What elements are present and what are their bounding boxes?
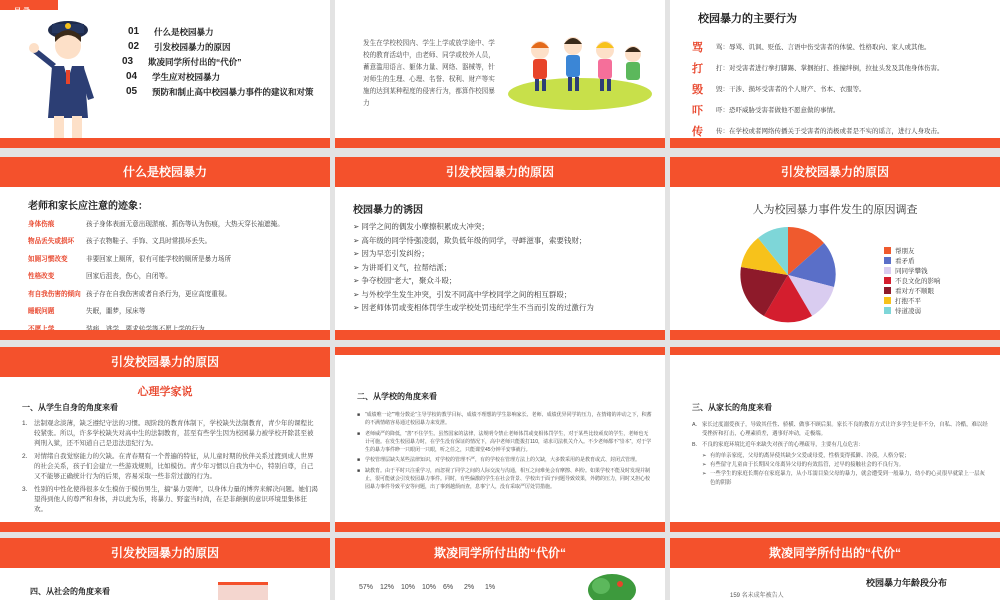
- toc-list: [118, 24, 314, 99]
- parents-sub: ➢ 一些学生的家庭长期存在家庭暴力，从小耳濡目染父母的暴力，就会遭受到一般暴力，幼小的心灵很早就蒙上一层灰色的阴影: [702, 471, 985, 486]
- legend-item: 帮朋友: [884, 245, 941, 255]
- bottom-bar: [0, 330, 330, 340]
- building-illustration: [218, 582, 268, 600]
- cost-percents: 57% 12% 10% 10% 6% 2% 1%: [359, 584, 496, 591]
- cause-item: ➢ 与外校学生发生冲突，引发不同高中学校同学之间的相互群殴；: [353, 289, 572, 299]
- bottom-bar: [670, 330, 1000, 340]
- slide-definition[interactable]: [335, 0, 665, 148]
- legend-item: 同同学攀钱: [884, 265, 941, 275]
- bottom-bar: [670, 522, 1000, 532]
- toc-item[interactable]: 01 什么是校园暴力: [128, 26, 214, 37]
- behavior-row: 骂 骂：辱骂、讥讽、贬低、言语中伤受害者的体貌、性格取向、家人或其他。: [692, 41, 931, 54]
- causes-list: [353, 220, 658, 315]
- survey-title: 人为校园暴力事件发生的原因调查: [752, 204, 918, 216]
- parents-sub: ➢ 有的单亲家庭，父母的离异使其缺少父爱或母爱，性格变得孤僻、冷漠，人格分裂；: [702, 453, 910, 459]
- pie-slices: [740, 227, 835, 322]
- sign-row: 身体伤痕 孩子身体表面无意出现淤痕、抓伤等认为伤痕，大热天穿长袖遮掩。: [28, 220, 284, 228]
- slide-causes[interactable]: [335, 157, 665, 340]
- behavior-row: 毁 毁：干涉、损坏受害者的个人财产、书本、衣服等。: [692, 83, 866, 96]
- psych-para: 2. 对情绪自我觉察能力的欠缺。在青春期有一个普遍的特征，从儿童时期的伙伴关系过渡到成人世界的社会关系，孩子们会建立一些游戏规则，比如模仿。青少年习惯以自我为中心，特别自尊，自己又不能够正确统计行为的后果，容易采取一些非常过激的行为。: [22, 453, 314, 480]
- slide-header: 引发校园暴力的原因: [335, 157, 665, 187]
- definition-text: 发生在学校校园内、学生上学或放学途中、学校的教育活动中，由老师、同学或校外人员，蓄意滥用语言、躯体力量、网络、器械等，针对师生的生理、心理、名誉、权利、财产等实施的达到某种程度的侵害行为，都算作校园暴力: [363, 40, 495, 107]
- top-bar: [670, 347, 1000, 355]
- legend-item: 打抱不平: [884, 295, 941, 305]
- psych-para: 3. 性别的中性化使得很多女生模仿于模仿男生，搞“暴力耍帅”，以身体力量的博弈来解决问题。她们渴望得到他人的尊严和身体，并以此为乐，将暴力、野蛮当时尚，在是非颠倒的意识环境里集体狂欢。: [22, 486, 318, 513]
- bottom-bar: [0, 522, 330, 532]
- slide-psychologist[interactable]: [0, 347, 330, 532]
- slide-survey[interactable]: [670, 157, 1000, 340]
- slide-header: 引发校园暴力的原因: [0, 538, 330, 568]
- survey-pie-chart: [730, 219, 850, 331]
- school-para: ■ 缺教育。由于平时只注重学习，而忽视了同学之间的人际交流与沟通，相互之间难免会有摩擦、纠纷。如果学校不能及时发现并制止，很可能就会引发校园暴力事件。同时，有些偏激的学生在社会背景、学校出于面子问题导致效果，外聘的压力，同时又担心校园暴力事件导致平安等问题，出了事到越烦而查，息事宁人，没有采取严厉处罚措施。: [357, 467, 651, 491]
- top-bar: [335, 347, 665, 355]
- toc-item[interactable]: 02 引发校园暴力的原因: [128, 41, 231, 52]
- slide-cost-2[interactable]: [670, 538, 1000, 600]
- slide-header: 引发校园暴力的原因: [0, 347, 330, 377]
- causes-title: 校园暴力的诱因: [353, 205, 423, 216]
- society-section: 四、从社会的角度来看: [30, 587, 110, 596]
- bottom-bar: [335, 522, 665, 532]
- slide-header: 欺凌同学所付出的“代价“: [335, 538, 665, 568]
- toc-item[interactable]: 03 欺凌同学所付出的“代价”: [122, 56, 242, 67]
- behavior-row: 传 传：在学校或者网络传播关于受害者的消极或者是不实的谣言，进行人身攻击。: [692, 125, 944, 138]
- behavior-row: 吓 吓：恐吓威胁受害者做他不愿意做的事情。: [692, 104, 840, 117]
- corner-label: 目 录: [14, 8, 30, 15]
- school-section: 二、从学校的角度来看: [357, 392, 437, 401]
- school-para: ■ “成绩唯一论”“唯分数论”主导学校的教学目标，成绩不理想的学生影响家长、老师、成绩优异同学的压力，在情绪的冲动之下，积蓄的不满情绪容易通过校园暴力来发泄。: [357, 412, 652, 427]
- school-para: ■ 老师威严的降低，“善”不住学生。虽然国家的法律，法规明令禁止老师体罚或变相体罚学生，对于某些比较顽皮的学生，老师也无计可施。在发生校园暴力时，在学生没有保证的情况下，高中老师只能拨打110，请求司法机关介入。不少老师都不“崇本”，对于学生的暴力事件睁一只眼闭一只眼，听之任之，只能课堂45分钟平安事就行。: [357, 430, 652, 454]
- psych-subtitle: 心理学家说: [137, 386, 193, 398]
- slide-cost-1[interactable]: [335, 538, 665, 600]
- sign-row: 睡眠问题 失眠，噩梦，尿床等: [28, 308, 146, 316]
- survey-legend: [884, 245, 941, 315]
- parents-para: B. 不良的家庭环境比近年来缺失对孩子的心理疏导，主要有几点危害：: [692, 442, 864, 448]
- school-para: ■ 学校管理层缺失某些法律知识，对学校的管理不严，有的学校在管理方法上的欠缺，大多数采用的是教育或式、封闭式管理。: [357, 457, 641, 464]
- parents-paras: [692, 421, 988, 488]
- slide-signs[interactable]: [0, 157, 330, 340]
- signs-list: [28, 214, 284, 337]
- parents-section: 三、从家长的角度来看: [692, 403, 772, 412]
- slide-header: 引发校园暴力的原因: [670, 157, 1000, 187]
- legend-item: 看对方不顺眼: [884, 285, 941, 295]
- behaviors-list: [692, 36, 944, 141]
- police-girl-illustration: [28, 8, 108, 148]
- cost2-caption: 159 名未成年被告人: [730, 593, 784, 599]
- legend-item: 恃道凌弱: [884, 305, 941, 315]
- psych-section: 一、从学生自身的角度来看: [22, 403, 118, 412]
- legend-item: 看矛盾: [884, 255, 941, 265]
- behaviors-title: 校园暴力的主要行为: [698, 13, 797, 25]
- slide-main-behaviors[interactable]: [670, 0, 1000, 148]
- psych-para: 1. 法制观念淡薄，缺乏遵纪守法的习惯。现阶段的教育体制下，学校缺失法制教育，青少年的课程比较紧张。所以，许多学校缺失对高中生的法制教育，甚至有些学生因为校园暴力被学校开除甚至被判刑入狱，还不知道自己是违法违纪行为。: [22, 420, 314, 447]
- slide-header: 欺凌同学所付出的“代价“: [670, 538, 1000, 568]
- tree-illustration: [585, 574, 639, 600]
- sign-row: 物品丢失或损坏 孩子衣物鞋子、手饰、文具时常损坏丢失。: [28, 238, 212, 246]
- sign-row: 如厕习惯改变 非要回家上厕所，很有可能学校的厕所是暴力场所: [28, 255, 232, 263]
- children-playing-illustration: [505, 28, 655, 112]
- cause-item: ➢ 为讲哥们义气，拉帮结派；: [353, 262, 452, 272]
- slide-society[interactable]: [0, 538, 330, 600]
- signs-title: 老师和家长应注意的迹象：: [28, 201, 148, 212]
- bottom-bar: [0, 138, 330, 148]
- bottom-bar: [335, 138, 665, 148]
- toc-item[interactable]: 05 预防和制止高中校园暴力事件的建议和对策: [126, 86, 314, 97]
- slide-school[interactable]: [335, 347, 665, 532]
- cause-item: ➢ 同学之间的偶发小摩擦积累成大冲突；: [353, 222, 489, 231]
- bottom-bar: [670, 138, 1000, 148]
- psych-paras: [22, 419, 318, 515]
- slide-toc[interactable]: [0, 0, 330, 148]
- sign-row: 性格改变 回家后沮丧，伤心，自闭等。: [28, 273, 172, 281]
- slide-header: 什么是校园暴力: [0, 157, 330, 187]
- parents-para: A. 家长过度溺爱孩子，导致其任性、骄横、做事不顾后果。家长不良的教育方式让许多学生是非不分，自私、冷酷，难以经受挫折和打击，心理素质差，遇事好冲动，走极端。: [692, 422, 988, 437]
- cause-item: ➢ 因老师体罚或变相体罚学生或学校处罚违纪学生不当而引发的过激行为: [353, 303, 594, 312]
- school-paras: [357, 411, 653, 492]
- cause-item: ➢ 因为早恋引发纠纷；: [353, 249, 429, 258]
- slide-parents[interactable]: [670, 347, 1000, 532]
- legend-item: 不良文化的影响: [884, 275, 941, 285]
- behavior-row: 打 打：对受害者进行拳打脚踢、掌掴拍打、推撞绊倒，拉扯头发及其他身体伤害。: [692, 62, 944, 75]
- bottom-bar: [335, 330, 665, 340]
- cost2-title: 校园暴力年龄段分布: [866, 578, 948, 588]
- parents-sub: ➢ 有些留守儿童由于长期因父母离异父母的有效监管，过早的接触社会的不良行为。: [702, 462, 905, 468]
- cause-item: ➢ 高年级的同学恃强凌弱，欺负低年级的同学，寻衅滋事，索要钱财；: [353, 235, 587, 245]
- sign-row: 有自我伤害的倾向 孩子存在自我伤害或者自杀行为，更应高度重视。: [28, 290, 232, 298]
- cause-item: ➢ 争夺校园“老大”，聚众斗殴；: [353, 276, 457, 285]
- toc-item[interactable]: 04 学生应对校园暴力: [126, 71, 221, 82]
